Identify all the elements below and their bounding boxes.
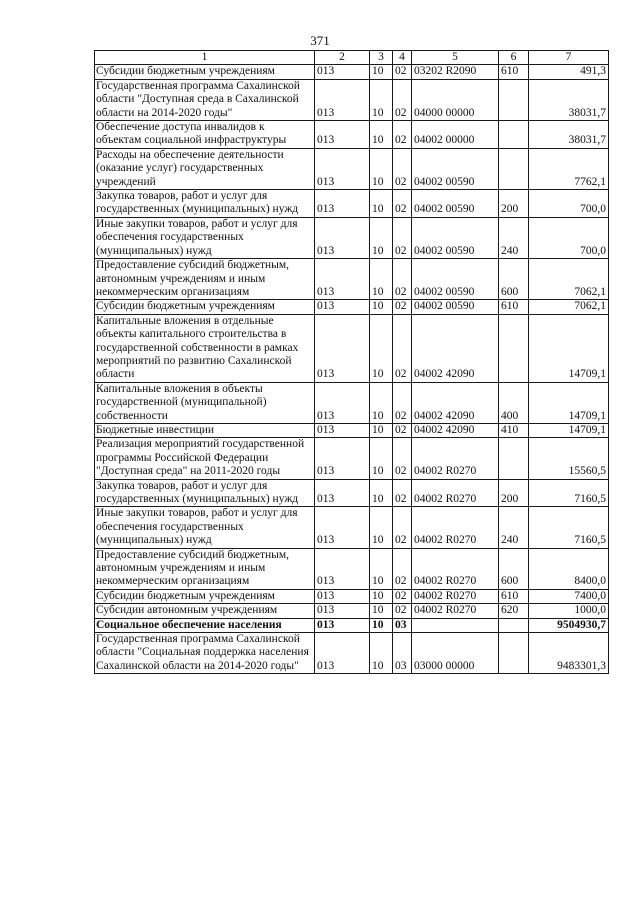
section-code: 10 xyxy=(370,633,393,674)
table-row xyxy=(95,548,609,589)
subsection-code: 02 xyxy=(393,423,412,437)
table-row xyxy=(95,65,609,79)
section-code: 10 xyxy=(370,148,393,189)
amount: 14709,1 xyxy=(529,314,609,382)
amount: 7400,0 xyxy=(529,589,609,603)
section-code: 10 xyxy=(370,618,393,632)
expense-type-code xyxy=(499,79,529,120)
amount: 14709,1 xyxy=(529,382,609,423)
article-code: 04002 R0270 xyxy=(412,589,499,603)
column-number: 2 xyxy=(315,51,370,65)
subsection-code: 02 xyxy=(393,217,412,258)
table-row xyxy=(95,121,609,149)
section-code: 10 xyxy=(370,65,393,79)
amount: 700,0 xyxy=(529,190,609,218)
expense-type-code: 240 xyxy=(499,507,529,548)
article-code: 04002 00000 xyxy=(412,121,499,149)
ministry-code: 013 xyxy=(315,190,370,218)
row-name: Иные закупки товаров, работ и услуг для обеспечения государственных (муниципальных) нужд xyxy=(95,217,315,258)
subsection-code: 02 xyxy=(393,589,412,603)
table-row xyxy=(95,300,609,314)
table-row xyxy=(95,423,609,437)
amount: 8400,0 xyxy=(529,548,609,589)
section-code: 10 xyxy=(370,382,393,423)
subsection-code: 02 xyxy=(393,507,412,548)
row-name: Реализация мероприятий государственной программы Российской Федерации "Доступная среда" на 2011-2020 годы xyxy=(95,438,315,479)
row-name: Закупка товаров, работ и услуг для государственных (муниципальных) нужд xyxy=(95,190,315,218)
table-row xyxy=(95,217,609,258)
amount: 491,3 xyxy=(529,65,609,79)
expense-type-code xyxy=(499,121,529,149)
table-row xyxy=(95,589,609,603)
column-number: 6 xyxy=(499,51,529,65)
section-code: 10 xyxy=(370,79,393,120)
row-name: Субсидии бюджетным учреждениям xyxy=(95,65,315,79)
section-code: 10 xyxy=(370,217,393,258)
section-code: 10 xyxy=(370,190,393,218)
table-row xyxy=(95,190,609,218)
ministry-code: 013 xyxy=(315,79,370,120)
ministry-code: 013 xyxy=(315,589,370,603)
section-code: 10 xyxy=(370,259,393,300)
ministry-code: 013 xyxy=(315,479,370,507)
row-name: Капитальные вложения в отдельные объекты капитального строительства в государственной собственности в рамках мероприятий по развитию Сахалинской области xyxy=(95,314,315,382)
table-row xyxy=(95,633,609,674)
article-code: 04002 42090 xyxy=(412,423,499,437)
ministry-code: 013 xyxy=(315,438,370,479)
article-code: 04002 R0270 xyxy=(412,604,499,618)
expense-type-code: 240 xyxy=(499,217,529,258)
article-code: 03202 R2090 xyxy=(412,65,499,79)
article-code: 04002 42090 xyxy=(412,314,499,382)
subsection-code: 02 xyxy=(393,121,412,149)
article-code: 04000 00000 xyxy=(412,79,499,120)
table-row xyxy=(95,382,609,423)
row-name: Субсидии автономным учреждениям xyxy=(95,604,315,618)
subsection-code: 02 xyxy=(393,548,412,589)
subsection-code: 02 xyxy=(393,65,412,79)
article-code: 04002 42090 xyxy=(412,382,499,423)
amount: 7762,1 xyxy=(529,148,609,189)
ministry-code: 013 xyxy=(315,148,370,189)
amount: 7062,1 xyxy=(529,300,609,314)
subsection-code: 02 xyxy=(393,79,412,120)
article-code: 04002 R0270 xyxy=(412,438,499,479)
row-name: Субсидии бюджетным учреждениям xyxy=(95,589,315,603)
subsection-code: 02 xyxy=(393,300,412,314)
ministry-code: 013 xyxy=(315,618,370,632)
amount: 7160,5 xyxy=(529,479,609,507)
section-code: 10 xyxy=(370,423,393,437)
table-row xyxy=(95,479,609,507)
amount: 15560,5 xyxy=(529,438,609,479)
column-number: 3 xyxy=(370,51,393,65)
section-code: 10 xyxy=(370,507,393,548)
column-number: 5 xyxy=(412,51,499,65)
ministry-code: 013 xyxy=(315,259,370,300)
article-code: 04002 00590 xyxy=(412,217,499,258)
section-code: 10 xyxy=(370,548,393,589)
page-number: 371 xyxy=(310,33,330,48)
table-row xyxy=(95,314,609,382)
subsection-code: 02 xyxy=(393,382,412,423)
amount: 1000,0 xyxy=(529,604,609,618)
subsection-code: 02 xyxy=(393,190,412,218)
expense-type-code: 200 xyxy=(499,479,529,507)
row-name: Иные закупки товаров, работ и услуг для обеспечения государственных (муниципальных) нужд xyxy=(95,507,315,548)
amount: 7062,1 xyxy=(529,259,609,300)
row-name: Обеспечение доступа инвалидов к объектам социальной инфраструктуры xyxy=(95,121,315,149)
article-code: 04002 00590 xyxy=(412,190,499,218)
row-name: Капитальные вложения в объекты государственной (муниципальной) собственности xyxy=(95,382,315,423)
subsection-code: 03 xyxy=(393,618,412,632)
ministry-code: 013 xyxy=(315,604,370,618)
section-code: 10 xyxy=(370,300,393,314)
ministry-code: 013 xyxy=(315,507,370,548)
amount: 38031,7 xyxy=(529,79,609,120)
expense-type-code: 410 xyxy=(499,423,529,437)
article-code: 04002 R0270 xyxy=(412,548,499,589)
article-code: 04002 00590 xyxy=(412,259,499,300)
expense-type-code: 600 xyxy=(499,548,529,589)
section-code: 10 xyxy=(370,589,393,603)
table-row xyxy=(95,618,609,632)
amount: 38031,7 xyxy=(529,121,609,149)
expense-type-code xyxy=(499,314,529,382)
ministry-code: 013 xyxy=(315,65,370,79)
section-code: 10 xyxy=(370,438,393,479)
ministry-code: 013 xyxy=(315,314,370,382)
column-number: 1 xyxy=(95,51,315,65)
expense-type-code: 610 xyxy=(499,65,529,79)
article-code: 04002 00590 xyxy=(412,300,499,314)
amount: 9504930,7 xyxy=(529,618,609,632)
subsection-code: 02 xyxy=(393,438,412,479)
ministry-code: 013 xyxy=(315,633,370,674)
row-name: Закупка товаров, работ и услуг для государственных (муниципальных) нужд xyxy=(95,479,315,507)
subsection-code: 02 xyxy=(393,314,412,382)
expense-type-code: 200 xyxy=(499,190,529,218)
column-number-row xyxy=(95,51,609,65)
ministry-code: 013 xyxy=(315,423,370,437)
expense-type-code: 400 xyxy=(499,382,529,423)
row-name: Предоставление субсидий бюджетным, автономным учреждениям и иным некоммерческим организациям xyxy=(95,259,315,300)
table-row xyxy=(95,438,609,479)
article-code xyxy=(412,618,499,632)
section-code: 10 xyxy=(370,479,393,507)
row-name: Бюджетные инвестиции xyxy=(95,423,315,437)
article-code: 03000 00000 xyxy=(412,633,499,674)
row-name: Государственная программа Сахалинской области "Доступная среда в Сахалинской области на 2014-2020 годы" xyxy=(95,79,315,120)
ministry-code: 013 xyxy=(315,548,370,589)
ministry-code: 013 xyxy=(315,217,370,258)
row-name: Государственная программа Сахалинской области "Социальная поддержка населения Сахалинской области на 2014-2020 годы" xyxy=(95,633,315,674)
table-row xyxy=(95,507,609,548)
ministry-code: 013 xyxy=(315,382,370,423)
amount: 700,0 xyxy=(529,217,609,258)
section-code: 10 xyxy=(370,314,393,382)
expense-type-code xyxy=(499,438,529,479)
subsection-code: 02 xyxy=(393,259,412,300)
article-code: 04002 R0270 xyxy=(412,479,499,507)
row-name: Субсидии бюджетным учреждениям xyxy=(95,300,315,314)
column-number: 7 xyxy=(529,51,609,65)
ministry-code: 013 xyxy=(315,121,370,149)
subsection-code: 02 xyxy=(393,604,412,618)
budget-table-body xyxy=(95,51,609,674)
amount: 9483301,3 xyxy=(529,633,609,674)
row-name: Предоставление субсидий бюджетным, автономным учреждениям и иным некоммерческим организациям xyxy=(95,548,315,589)
article-code: 04002 R0270 xyxy=(412,507,499,548)
table-row xyxy=(95,79,609,120)
section-code: 10 xyxy=(370,604,393,618)
subsection-code: 02 xyxy=(393,148,412,189)
amount: 14709,1 xyxy=(529,423,609,437)
table-row xyxy=(95,148,609,189)
subsection-code: 03 xyxy=(393,633,412,674)
expense-type-code xyxy=(499,618,529,632)
expense-type-code xyxy=(499,148,529,189)
row-name: Социальное обеспечение населения xyxy=(95,618,315,632)
ministry-code: 013 xyxy=(315,300,370,314)
expense-type-code: 610 xyxy=(499,300,529,314)
expense-type-code: 610 xyxy=(499,589,529,603)
subsection-code: 02 xyxy=(393,479,412,507)
budget-table xyxy=(94,50,609,674)
expense-type-code xyxy=(499,633,529,674)
column-number: 4 xyxy=(393,51,412,65)
article-code: 04002 00590 xyxy=(412,148,499,189)
expense-type-code: 600 xyxy=(499,259,529,300)
table-row xyxy=(95,604,609,618)
expense-type-code: 620 xyxy=(499,604,529,618)
row-name: Расходы на обеспечение деятельности (оказание услуг) государственных учреждений xyxy=(95,148,315,189)
section-code: 10 xyxy=(370,121,393,149)
table-row xyxy=(95,259,609,300)
amount: 7160,5 xyxy=(529,507,609,548)
